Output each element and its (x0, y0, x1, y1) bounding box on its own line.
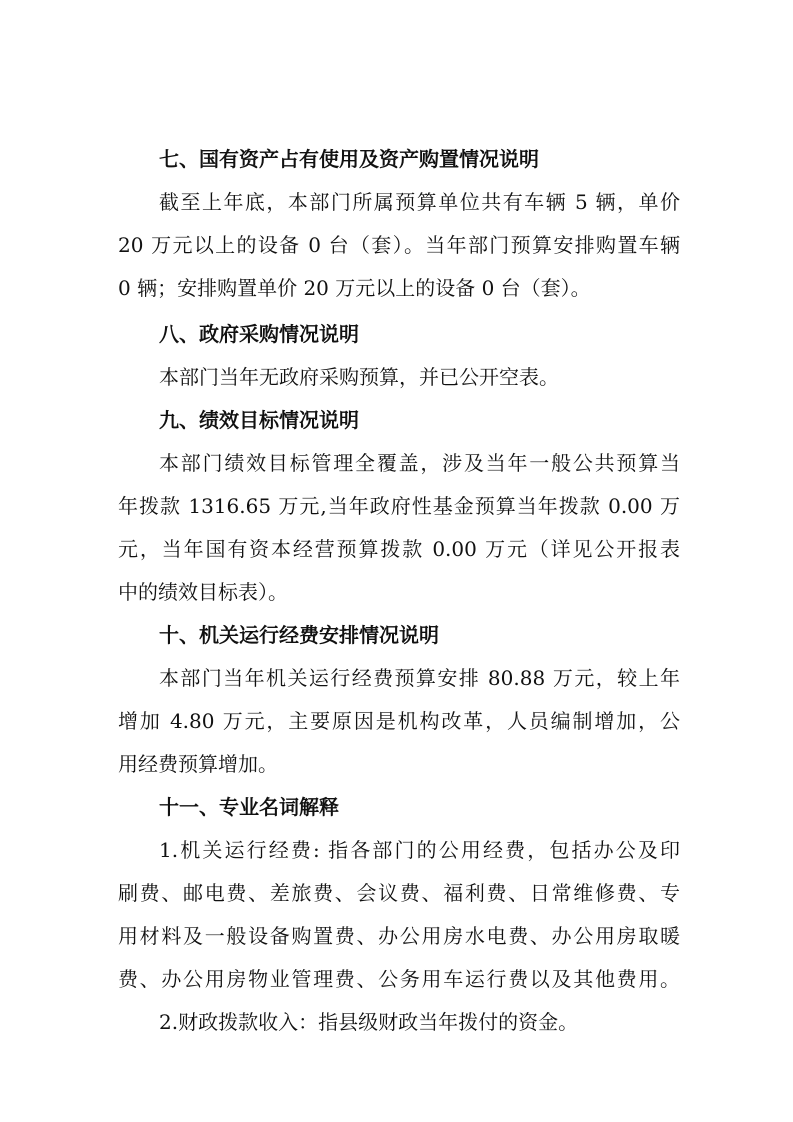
section-10-heading: 十、机关运行经费安排情况说明 (159, 623, 439, 647)
section-11-line-5: 2.财政拨款收入：指县级财政当年拨付的资金。 (159, 1010, 579, 1034)
section-10-line-2: 增加 4.80 万元，主要原因是机构改革，人员编制增加，公 (118, 709, 680, 733)
section-10-line-1: 本部门当年机关运行经费预算安排 80.88 万元，较上年 (159, 666, 680, 690)
section-9-line-4: 中的绩效目标表）。 (118, 580, 288, 604)
section-7-line-3: 0 辆；安排购置单价 20 万元以上的设备 0 台（套）。 (118, 276, 591, 300)
section-11-line-2: 刷费、邮电费、差旅费、会议费、福利费、日常维修费、专 (118, 881, 680, 905)
section-11-line-3: 用材料及一般设备购置费、办公用房水电费、办公用房取暖 (118, 924, 680, 948)
section-7-line-1: 截至上年底，本部门所属预算单位共有车辆 5 辆，单价 (159, 190, 680, 214)
section-7-heading: 七、国有资产占有使用及资产购置情况说明 (159, 147, 539, 171)
section-9-line-1: 本部门绩效目标管理全覆盖，涉及当年一般公共预算当 (159, 451, 680, 475)
document-page (118, 142, 680, 1040)
section-8-heading: 八、政府采购情况说明 (159, 322, 359, 346)
section-11-line-1: 1.机关运行经费: 指各部门的公用经费，包括办公及印 (159, 838, 680, 862)
section-11-heading: 十一、专业名词解释 (159, 795, 339, 819)
section-8-line-1: 本部门当年无政府采购预算，并已公开空表。 (159, 365, 559, 389)
section-9-line-2: 年拨款 1316.65 万元,当年政府性基金预算当年拨款 0.00 万 (118, 494, 680, 518)
section-11-line-4: 费、办公用房物业管理费、公务用车运行费以及其他费用。 (118, 967, 680, 991)
section-9-line-3: 元，当年国有资本经营预算拨款 0.00 万元（详见公开报表 (118, 537, 680, 561)
section-9-heading: 九、绩效目标情况说明 (159, 408, 359, 432)
section-10-line-3: 用经费预算增加。 (118, 752, 278, 776)
section-7-line-2: 20 万元以上的设备 0 台（套）。当年部门预算安排购置车辆 (118, 233, 680, 257)
